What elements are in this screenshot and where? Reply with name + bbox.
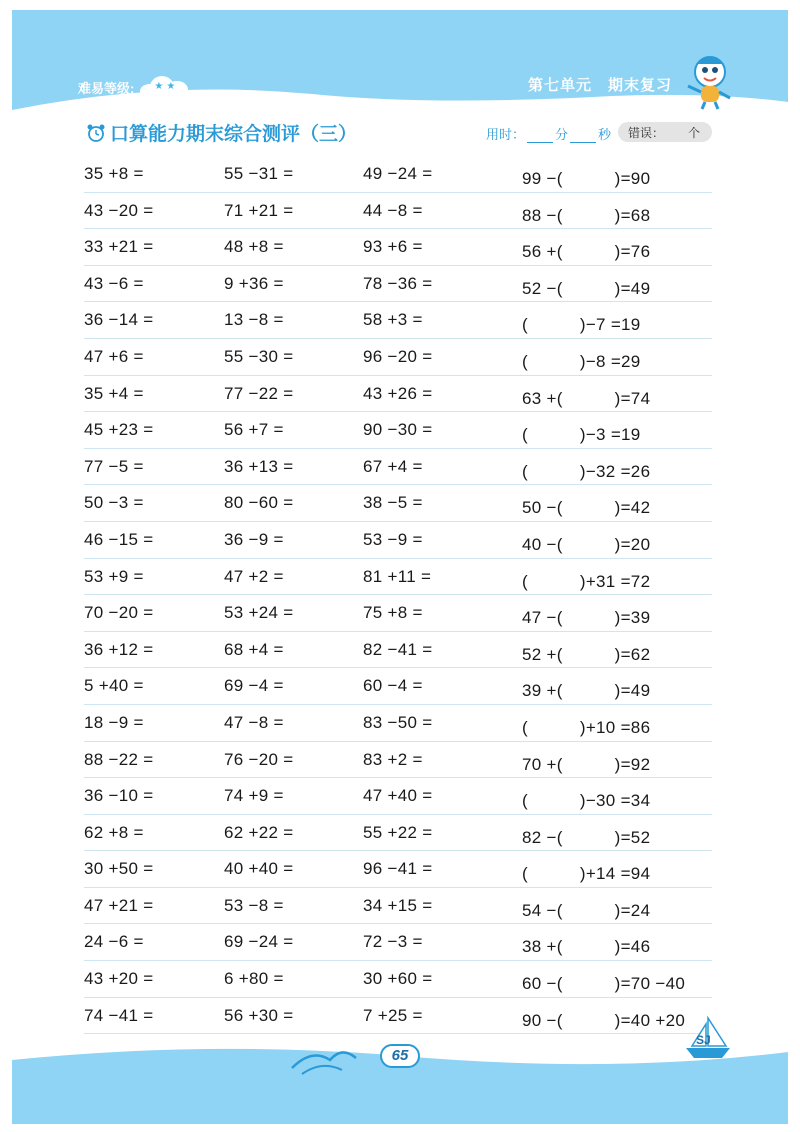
fill-in-blank-problem[interactable]: 40 −( )=20 — [522, 534, 651, 554]
page-title: 口算能力期末综合测评（三） — [110, 123, 358, 145]
arithmetic-problem[interactable]: 47 +2 = — [224, 566, 284, 586]
star-icon: ★ — [166, 81, 176, 92]
problem-row — [84, 229, 712, 266]
boat-letters: SJ — [696, 1033, 711, 1047]
fill-in-blank-problem[interactable]: 90 −( )=40 +20 — [522, 1010, 686, 1030]
fill-in-blank-problem[interactable]: 70 +( )=92 — [522, 754, 651, 774]
arithmetic-problem[interactable]: 34 +15 = — [363, 895, 433, 915]
arithmetic-problem[interactable]: 9 +36 = — [224, 273, 284, 293]
arithmetic-problem[interactable]: 96 −20 = — [363, 346, 433, 366]
error-count-box[interactable] — [618, 122, 712, 142]
arithmetic-problem[interactable]: 43 −6 = — [84, 273, 144, 293]
arithmetic-problem[interactable]: 96 −41 = — [363, 859, 433, 879]
problem-row — [84, 302, 712, 339]
fill-in-blank-problem[interactable]: 56 +( )=76 — [522, 242, 651, 262]
error-unit: 个 — [687, 125, 700, 140]
problem-grid — [84, 156, 712, 1034]
arithmetic-problem[interactable]: 44 −8 = — [363, 200, 423, 220]
arithmetic-problem[interactable]: 75 +8 = — [363, 603, 423, 623]
problem-row — [84, 595, 712, 632]
arithmetic-problem[interactable]: 82 −41 = — [363, 639, 433, 659]
fill-in-blank-problem[interactable]: 52 +( )=62 — [522, 644, 651, 664]
fill-in-blank-problem[interactable]: 52 −( )=49 — [522, 278, 651, 298]
arithmetic-problem[interactable]: 76 −20 = — [224, 749, 294, 769]
arithmetic-problem[interactable]: 72 −3 = — [363, 932, 423, 952]
fill-in-blank-problem[interactable]: 54 −( )=24 — [522, 900, 651, 920]
minute-blank[interactable] — [527, 131, 553, 143]
arithmetic-problem[interactable]: 68 +4 = — [224, 639, 284, 659]
time-label: 用时： — [486, 127, 526, 142]
error-label: 错误： — [628, 125, 665, 140]
arithmetic-problem[interactable]: 53 −9 = — [363, 529, 423, 549]
fill-in-blank-problem[interactable]: ( )−32 =26 — [522, 461, 651, 481]
arithmetic-problem[interactable]: 93 +6 = — [363, 237, 423, 257]
problem-row — [84, 522, 712, 559]
arithmetic-problem[interactable]: 74 −41 = — [84, 1005, 154, 1025]
arithmetic-problem[interactable]: 38 −5 = — [363, 493, 423, 513]
arithmetic-problem[interactable]: 55 −30 = — [224, 346, 294, 366]
fill-in-blank-problem[interactable]: 38 +( )=46 — [522, 937, 651, 957]
fill-in-blank-problem[interactable]: 47 −( )=39 — [522, 608, 651, 628]
arithmetic-problem[interactable]: 62 +22 = — [224, 822, 294, 842]
difficulty-label: 难易等级: — [78, 80, 135, 96]
minute-label: 分 — [555, 127, 569, 142]
arithmetic-problem[interactable]: 46 −15 = — [84, 529, 154, 549]
unit-title: 第七单元 期末复习 — [527, 77, 672, 94]
problem-row — [84, 668, 712, 705]
arithmetic-problem[interactable]: 36 +13 = — [224, 456, 294, 476]
problem-row — [84, 449, 712, 486]
time-record — [486, 124, 611, 143]
fill-in-blank-problem[interactable]: ( )+10 =86 — [522, 717, 651, 737]
fill-in-blank-problem[interactable]: ( )−8 =29 — [522, 351, 641, 371]
alarm-clock-icon — [86, 123, 106, 143]
arithmetic-problem[interactable]: 33 +21 = — [84, 237, 154, 257]
arithmetic-problem[interactable]: 71 +21 = — [224, 200, 294, 220]
worksheet-heading — [86, 119, 357, 146]
arithmetic-problem[interactable]: 62 +8 = — [84, 822, 144, 842]
fill-in-blank-problem[interactable]: 82 −( )=52 — [522, 827, 651, 847]
problem-row — [84, 998, 712, 1035]
arithmetic-problem[interactable]: 13 −8 = — [224, 310, 284, 330]
arithmetic-problem[interactable]: 55 +22 = — [363, 822, 433, 842]
page-number: 65 — [380, 1044, 420, 1068]
arithmetic-problem[interactable]: 5 +40 = — [84, 676, 144, 696]
arithmetic-problem[interactable]: 83 −50 = — [363, 712, 433, 732]
arithmetic-problem[interactable]: 55 −31 = — [224, 164, 294, 183]
problem-row — [84, 778, 712, 815]
fill-in-blank-problem[interactable]: ( )+31 =72 — [522, 571, 651, 591]
arithmetic-problem[interactable]: 69 −24 = — [224, 932, 294, 952]
arithmetic-problem[interactable]: 53 +9 = — [84, 566, 144, 586]
problem-row — [84, 742, 712, 779]
arithmetic-problem[interactable]: 36 −14 = — [84, 310, 154, 330]
arithmetic-problem[interactable]: 78 −36 = — [363, 273, 433, 293]
problem-row — [84, 156, 712, 193]
sailboat-icon — [682, 1016, 734, 1064]
arithmetic-problem[interactable]: 81 +11 = — [363, 566, 432, 586]
problem-row — [84, 888, 712, 925]
problem-row — [84, 924, 712, 961]
arithmetic-problem[interactable]: 40 +40 = — [224, 859, 294, 879]
problem-row — [84, 632, 712, 669]
arithmetic-problem[interactable]: 74 +9 = — [224, 786, 284, 806]
fill-in-blank-problem[interactable]: ( )−30 =34 — [522, 791, 651, 811]
arithmetic-problem[interactable]: 43 +20 = — [84, 969, 154, 989]
arithmetic-problem[interactable]: 48 +8 = — [224, 237, 284, 257]
arithmetic-problem[interactable]: 83 +2 = — [363, 749, 423, 769]
problem-row — [84, 815, 712, 852]
problem-row — [84, 705, 712, 742]
arithmetic-problem[interactable]: 67 +4 = — [363, 456, 423, 476]
arithmetic-problem[interactable]: 77 −22 = — [224, 383, 294, 403]
second-blank[interactable] — [570, 131, 596, 143]
cloud-icon — [138, 76, 192, 98]
arithmetic-problem[interactable]: 70 −20 = — [84, 603, 154, 623]
arithmetic-problem[interactable]: 47 +40 = — [363, 786, 433, 806]
mascot-icon — [684, 52, 734, 110]
arithmetic-problem[interactable]: 58 +3 = — [363, 310, 423, 330]
fill-in-blank-problem[interactable]: 50 −( )=42 — [522, 498, 651, 518]
arithmetic-problem[interactable]: 56 +30 = — [224, 1005, 294, 1025]
arithmetic-problem[interactable]: 50 −3 = — [84, 493, 144, 513]
fill-in-blank-problem[interactable]: 99 −( )=90 — [522, 169, 651, 188]
arithmetic-problem[interactable]: 53 +24 = — [224, 603, 294, 623]
arithmetic-problem[interactable]: 49 −24 = — [363, 164, 433, 183]
arithmetic-problem[interactable]: 7 +25 = — [363, 1005, 423, 1025]
arithmetic-problem[interactable]: 36 +12 = — [84, 639, 154, 659]
arithmetic-problem[interactable]: 43 +26 = — [363, 383, 433, 403]
arithmetic-problem[interactable]: 45 +23 = — [84, 420, 154, 440]
problem-row — [84, 266, 712, 303]
fill-in-blank-problem[interactable]: 39 +( )=49 — [522, 681, 651, 701]
arithmetic-problem[interactable]: 35 +8 = — [84, 164, 144, 183]
arithmetic-problem[interactable]: 6 +80 = — [224, 969, 284, 989]
arithmetic-problem[interactable]: 47 +21 = — [84, 895, 154, 915]
problem-row — [84, 339, 712, 376]
arithmetic-problem[interactable]: 69 −4 = — [224, 676, 284, 696]
header-band — [12, 10, 788, 122]
problem-row — [84, 376, 712, 413]
arithmetic-problem[interactable]: 53 −8 = — [224, 895, 284, 915]
arithmetic-problem[interactable]: 88 −22 = — [84, 749, 154, 769]
fill-in-blank-problem[interactable]: 63 +( )=74 — [522, 388, 651, 408]
problem-row — [84, 485, 712, 522]
arithmetic-problem[interactable]: 35 +4 = — [84, 383, 144, 403]
fill-in-blank-problem[interactable]: ( )+14 =94 — [522, 864, 651, 884]
arithmetic-problem[interactable]: 36 −10 = — [84, 786, 154, 806]
problem-row — [84, 961, 712, 998]
arithmetic-problem[interactable]: 24 −6 = — [84, 932, 144, 952]
fill-in-blank-problem[interactable]: 88 −( )=68 — [522, 205, 651, 225]
arithmetic-problem[interactable]: 77 −5 = — [84, 456, 144, 476]
arithmetic-problem[interactable]: 47 −8 = — [224, 712, 284, 732]
arithmetic-problem[interactable]: 80 −60 = — [224, 493, 294, 513]
arithmetic-problem[interactable]: 56 +7 = — [224, 420, 284, 440]
arithmetic-problem[interactable]: 30 +50 = — [84, 859, 154, 879]
problem-row — [84, 851, 712, 888]
problem-row — [84, 559, 712, 596]
arithmetic-problem[interactable]: 60 −4 = — [363, 676, 423, 696]
arithmetic-problem[interactable]: 47 +6 = — [84, 346, 144, 366]
arithmetic-problem[interactable]: 36 −9 = — [224, 529, 284, 549]
star-icon: ★ — [154, 81, 164, 92]
second-label: 秒 — [598, 127, 612, 142]
header-wave — [12, 10, 788, 122]
difficulty — [78, 76, 192, 98]
arithmetic-problem[interactable]: 30 +60 = — [363, 969, 433, 989]
arithmetic-problem[interactable]: 43 −20 = — [84, 200, 154, 220]
problem-row — [84, 193, 712, 230]
fill-in-blank-problem[interactable]: ( )−7 =19 — [522, 315, 641, 335]
fill-in-blank-problem[interactable]: ( )−3 =19 — [522, 425, 641, 445]
problem-row — [84, 412, 712, 449]
arithmetic-problem[interactable]: 18 −9 = — [84, 712, 144, 732]
arithmetic-problem[interactable]: 90 −30 = — [363, 420, 433, 440]
fill-in-blank-problem[interactable]: 60 −( )=70 −40 — [522, 974, 686, 994]
